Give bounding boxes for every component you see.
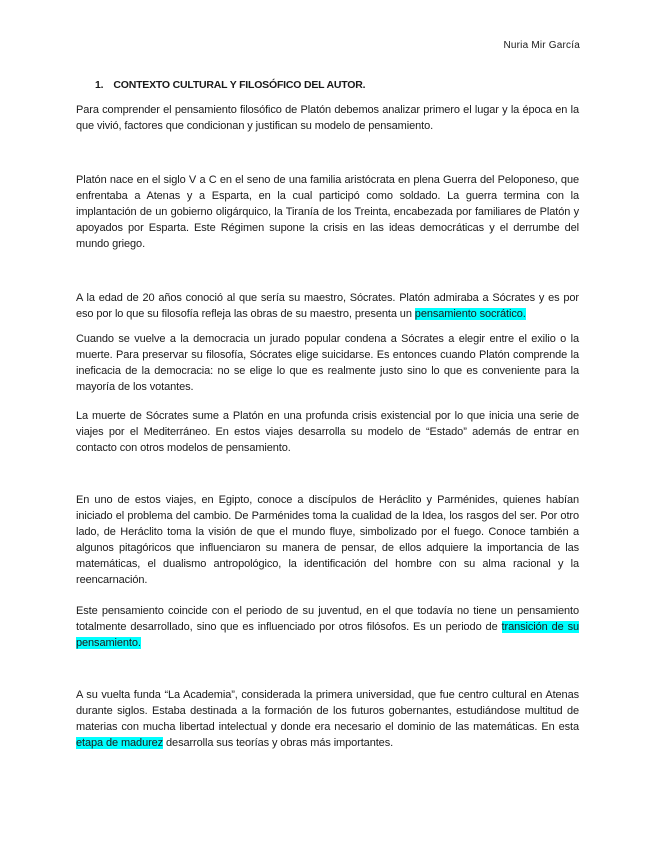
paragraph-birth: Platón nace en el siglo V a C en el seno de una familia aristócrata en plena Guerra del Peloponeso, que enfrentaba a Atenas y a Esparta, en la cual participó como soldado. La guerra termina con la implantación de un gobierno oligárquico, la Tiranía de los Treinta, encabezada por familiares de Platón y apoyados por Esparta. Este Régimen supone la crisis en las ideas democráticas y el derrumbe del mundo griego. bbox=[76, 174, 579, 250]
highlight-transition: transición de su pensamiento. bbox=[76, 621, 579, 649]
section-heading bbox=[95, 79, 365, 91]
paragraph-text: Este pensamiento coincide con el periodo de su juventud, en el que todavía no tiene un pensamiento totalmente desarrollado, sino que es influenciado por otros filósofos. Es un periodo de bbox=[76, 605, 579, 633]
paragraph-democracy: Cuando se vuelve a la democracia un jurado popular condena a Sócrates a elegir entre el exilio o la muerte. Para preservar su filosofía, Sócrates elige suicidarse. Es entonces cuando Platón comprende la ineficacia de la democracia: no se elige lo que es realmente justo sino lo que es conveniente para la mayoría de los votantes. bbox=[76, 333, 579, 393]
highlight-maturity: etapa de madurez bbox=[76, 737, 164, 749]
paragraph-socrates bbox=[76, 290, 579, 322]
highlight-socratic-thought: pensamiento socrático. bbox=[414, 308, 526, 320]
paragraph-text: A su vuelta funda “La Academia”, considerada la primera universidad, que fue centro cultural en Atenas durante siglos. Estaba destinada a la formación de los futuros gobernantes, estudiándose multitud de materias con mucha libertad intelectual y donde era necesario el dominio de las matemáticas. En esta bbox=[76, 689, 579, 733]
paragraph-youth bbox=[76, 603, 579, 651]
paragraph-academy bbox=[76, 687, 579, 751]
paragraph-text: desarrolla sus teorías y obras más importantes. bbox=[163, 737, 394, 749]
paragraph-egypt: En uno de estos viajes, en Egipto, conoce a discípulos de Heráclito y Parménides, quienes habían iniciado el problema del cambio. De Parménides toma la cualidad de la Idea, los rasgos del ser. Por otro lado, de Heráclito toma la visión de que el mundo fluye, simbolizado por el fuego. Conoce también a algunos pitagóricos que influenciaron su manera de pensar, de ellos adquiere la importancia de las matemáticas, el dualismo antropológico, la identificación del hombre con su alma racional y la reencarnación. bbox=[76, 494, 579, 586]
section-number: 1. bbox=[95, 79, 104, 91]
section-title: CONTEXTO CULTURAL Y FILOSÓFICO DEL AUTOR. bbox=[113, 79, 366, 91]
paragraph-intro: Para comprender el pensamiento filosófico de Platón debemos analizar primero el lugar y la época en la que vivió, factores que condicionan y justifican su modelo de pensamiento. bbox=[76, 104, 579, 132]
header-author: Nuria Mir García bbox=[503, 40, 580, 51]
paragraph-text: A la edad de 20 años conoció al que sería su maestro, Sócrates. Platón admiraba a Sócrates y es por eso por lo que su filosofía refleja las obras de su maestro, presenta un bbox=[76, 292, 579, 320]
paragraph-travels: La muerte de Sócrates sume a Platón en una profunda crisis existencial por lo que inicia una serie de viajes por el Mediterráneo. En estos viajes desarrolla su modelo de “Estado” además de entrar en contacto con otros modelos de pensamiento. bbox=[76, 410, 579, 454]
